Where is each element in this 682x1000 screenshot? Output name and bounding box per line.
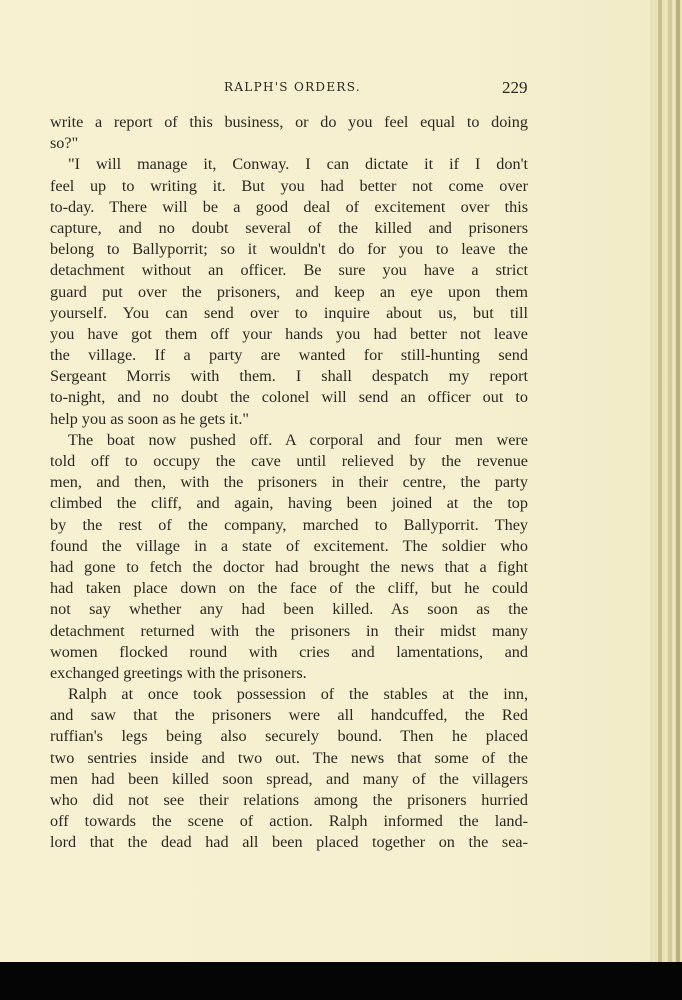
text-line: ruffian's legs being also securely bound. Then he placed [50,727,528,746]
text-line: told off to occupy the cave until relieved by the revenue [50,452,528,470]
text-line: Ralph at once took possession of the stables at the inn, [68,685,528,704]
text-line: capture, and no doubt several of the killed and prisoners [50,218,528,237]
text-line: climbed the cliff, and again, having been joined at the top [50,494,528,513]
text-line: yourself. You can send over to inquire about us, but till [50,303,528,322]
page-edge-line [668,0,672,962]
text-line: who did not see their relations among the prisoners hurried [50,791,528,809]
text-line: had taken place down on the face of the cliff, but he could [50,579,528,598]
text-line: found the village in a state of excitement. The soldier who [50,536,528,555]
page-edge-line [658,0,662,962]
running-head: RALPH'S ORDERS. [224,80,361,94]
text-line: belong to Ballyporrit; so it wouldn't do for you to leave the [50,240,528,259]
text-line: lord that the dead had all been placed together on the sea- [50,833,528,852]
page-number: 229 [502,78,528,97]
body-text [50,112,528,854]
page-header [50,78,530,102]
text-line: detachment returned with the prisoners in their midst many [50,621,528,640]
text-line: detachment without an officer. Be sure you have a strict [50,261,528,280]
text-line: men, and then, with the prisoners in their centre, the party [50,473,528,492]
text-line: to-day. There will be a good deal of excitement over this [50,197,528,216]
text-line: "I will manage it, Conway. I can dictate it if I don't [68,155,528,174]
text-line: feel up to writing it. But you had better not come over [50,176,528,195]
text-line: two sentries inside and two out. The news that some of the [50,748,528,767]
scan-border [0,962,682,1000]
text-line: to-night, and no doubt the colonel will send an officer out to [50,388,528,407]
text-line: guard put over the prisoners, and keep an eye upon them [50,282,528,301]
text-line: had gone to fetch the doctor had brought the news that a fight [50,557,528,576]
text-line: write a report of this business, or do you feel equal to doing [50,113,528,131]
text-line: Sergeant Morris with them. I shall despatch my report [50,367,528,386]
page-edge [650,0,682,962]
text-line: the village. If a party are wanted for still-hunting send [50,346,528,365]
text-line: men had been killed soon spread, and many of the villagers [50,769,528,788]
text-line: help you as soon as he gets it." [50,409,250,428]
text-line: and saw that the prisoners were all handcuffed, the Red [50,706,528,725]
text-line: women flocked round with cries and lamentations, and [50,642,528,661]
text-line: you have got them off your hands you had better not leave [50,324,528,343]
text-line: The boat now pushed off. A corporal and four men were [68,430,528,449]
text-line: off towards the scene of action. Ralph informed the land- [50,812,528,831]
page-edge-line [676,0,680,962]
text-line: not say whether any had been killed. As soon as the [50,600,528,619]
text-line: so?" [50,134,79,153]
text-line: exchanged greetings with the prisoners. [50,663,307,682]
text-line: by the rest of the company, marched to Ballyporrit. They [50,515,528,534]
